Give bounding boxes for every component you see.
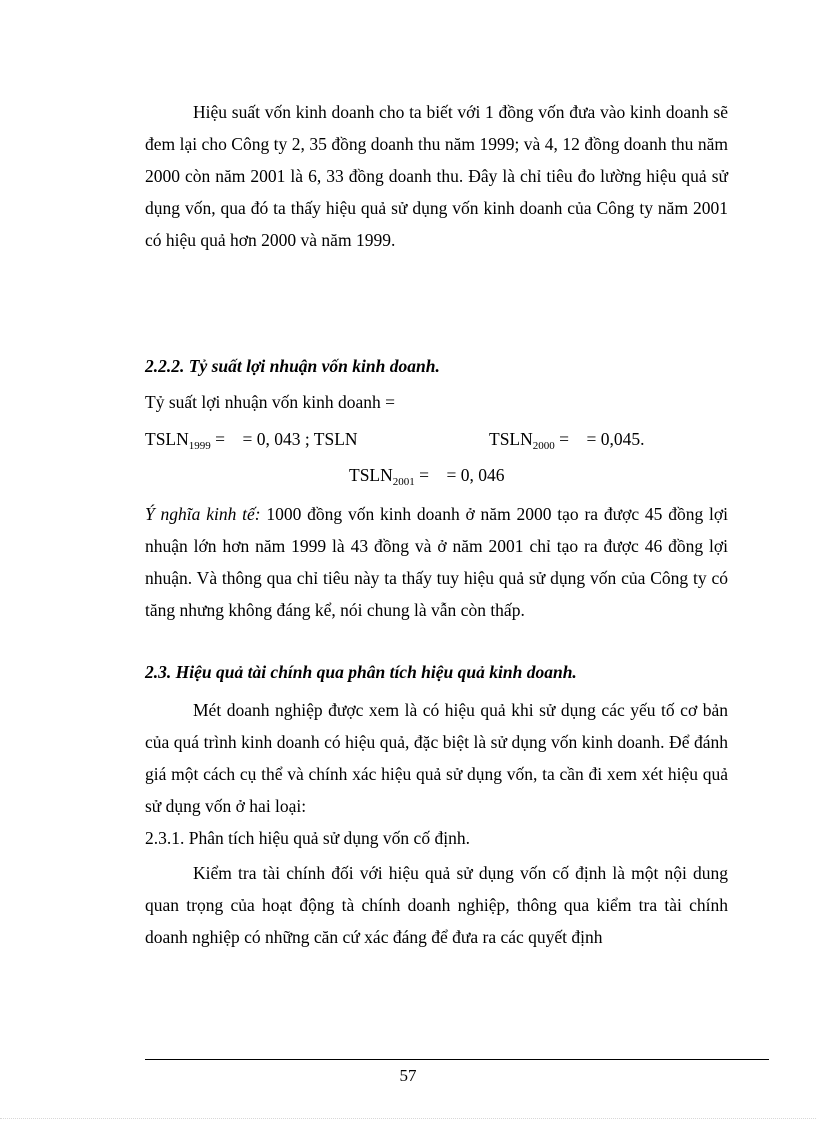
tsln-2000-value: = = 0,045. [554, 429, 645, 449]
heading-2-3-1: 2.3.1. Phân tích hiệu quả sử dụng vốn cố định. [145, 828, 470, 848]
tsln-2001-value: = = 0, 046 [414, 465, 505, 485]
tsln-subscript-2001: 2001 [392, 476, 415, 488]
page-number: 57 [399, 1066, 417, 1085]
paragraph-capital-efficiency: Hiệu suất vốn kinh doanh cho ta biết với 1 đồng vốn đưa vào kinh doanh sẽ đem lại cho Công ty 2, 35 đồng doanh thu năm 1999; và 4, 12 đồng doanh thu năm 2000 còn năm 2001 là 6, 33 đồng doanh thu. Đây là chỉ tiêu đo lường hiệu quả sử dụng vốn, qua đó ta thấy hiệu quả sử dụng vốn kinh doanh của Công ty năm 2001 có hiệu quả hơn 2000 và năm 1999. [145, 102, 728, 250]
formula-tsln-1999 [145, 428, 358, 450]
tsln-subscript-2000: 2000 [532, 440, 555, 452]
tsln-label: TSLN [349, 465, 393, 485]
tsln-label: TSLN [145, 429, 189, 449]
formula-definition: Tỷ suất lợi nhuận vốn kinh doanh = [145, 392, 395, 412]
tsln-subscript-1999: 1999 [188, 440, 211, 452]
page-edge-dots [0, 1118, 816, 1119]
economic-meaning-text: 1000 đồng vốn kinh doanh ở năm 2000 tạo ra được 45 đồng lợi nhuận lớn hơn năm 1999 là 43 đồng và ở năm 2001 chỉ tạo ra được 46 đồng lợi nhuận. Và thông qua chỉ tiêu này ta thấy tuy hiệu quả sử dụng vốn của Công ty có tăng nhưng không đáng kể, nói chung là vẫn còn thấp. [145, 504, 728, 620]
heading-2-3: 2.3. Hiệu quả tài chính qua phân tích hiệu quả kinh doanh. [145, 662, 577, 682]
formula-tsln-2001 [349, 464, 505, 486]
economic-meaning-label: Ý nghĩa kinh tế: [145, 504, 261, 524]
formula-tsln-2000 [489, 428, 645, 450]
paragraph-fixed-capital: Kiểm tra tài chính đối với hiệu quả sử dụng vốn cố định là một nội dung quan trọng của hoạt động tà chính doanh nghiệp, thông qua kiểm tra tài chính doanh nghiệp có những căn cứ xác đáng để đưa ra các quyết định [145, 863, 728, 947]
tsln-label: TSLN [489, 429, 533, 449]
paragraph-economic-meaning [145, 498, 728, 626]
tsln-1999-value: = = 0, 043 ; TSLN [210, 429, 358, 449]
footer-rule [145, 1059, 769, 1060]
heading-2-2-2: 2.2.2. Tỷ suất lợi nhuận vốn kinh doanh. [145, 356, 440, 376]
paragraph-enterprise-efficiency: Mét doanh nghiệp được xem là có hiệu quả khi sử dụng các yếu tố cơ bản của quá trình kinh doanh có hiệu quả, đặc biệt là sử dụng vốn kinh doanh. Để đánh giá một cách cụ thể và chính xác hiệu quả sử dụng vốn, ta cần đi xem xét hiệu quả sử dụng vốn ở hai loại: [145, 700, 728, 816]
